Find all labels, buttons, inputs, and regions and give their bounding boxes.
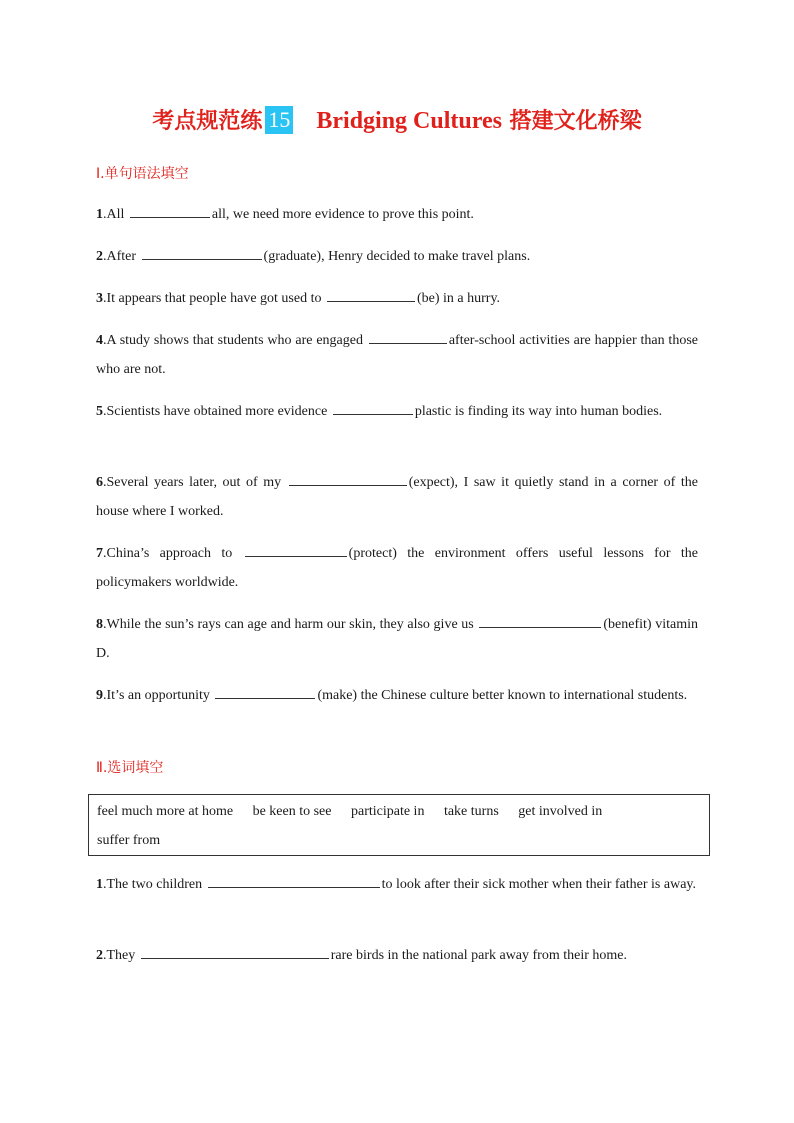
question-2: 2.After (graduate), Henry decided to make travel plans.	[96, 242, 698, 271]
word-bank-item: suffer from	[97, 833, 161, 848]
title-prefix: 考点规范练	[152, 109, 263, 134]
title-english: Bridging Cultures	[316, 108, 502, 134]
section-heading-grammar: Ⅰ.单句语法填空	[96, 166, 189, 182]
answer-blank[interactable]	[208, 871, 380, 888]
answer-blank[interactable]	[141, 942, 329, 959]
word-bank-box	[88, 794, 710, 856]
answer-blank[interactable]	[289, 469, 407, 486]
question-4: 4.A study shows that students who are engaged after-school activities are happier than those who are not.	[96, 326, 698, 384]
answer-blank[interactable]	[369, 327, 447, 344]
word-choice-question-2: 2.They rare birds in the national park away from their home.	[96, 941, 698, 970]
word-bank-item: feel much more at home	[97, 804, 234, 819]
answer-blank[interactable]	[130, 201, 210, 218]
question-7: 7.China’s approach to (protect) the environment offers useful lessons for the policymakers worldwide.	[96, 539, 698, 597]
answer-blank[interactable]	[142, 243, 262, 260]
answer-blank[interactable]	[333, 398, 413, 415]
title-chinese: 搭建文化桥梁	[509, 109, 642, 134]
answer-blank[interactable]	[327, 285, 415, 302]
word-choice-question-1: 1.The two children to look after their sick mother when their father is away.	[96, 870, 698, 899]
answer-blank[interactable]	[479, 611, 601, 628]
question-6: 6.Several years later, out of my (expect), I saw it quietly stand in a corner of the house where I worked.	[96, 468, 698, 526]
word-bank-item: participate in	[350, 804, 425, 819]
lesson-number-badge: 15	[265, 106, 293, 134]
page-title	[0, 104, 794, 139]
word-bank-item: get involved in	[518, 804, 603, 819]
question-9: 9.It’s an opportunity (make) the Chinese culture better known to international students.	[96, 681, 698, 710]
question-3: 3.It appears that people have got used to (be) in a hurry.	[96, 284, 698, 313]
word-bank-item: take turns	[443, 804, 499, 819]
answer-blank[interactable]	[215, 682, 315, 699]
question-5: 5.Scientists have obtained more evidence plastic is finding its way into human bodies.	[96, 397, 698, 426]
word-bank-item: be keen to see	[252, 804, 332, 819]
question-8: 8.While the sun’s rays can age and harm our skin, they also give us (benefit) vitamin D.	[96, 610, 698, 668]
answer-blank[interactable]	[245, 540, 347, 557]
question-1: 1.All all, we need more evidence to prove this point.	[96, 200, 698, 229]
section-heading-word-choice: Ⅱ.选词填空	[96, 760, 164, 776]
